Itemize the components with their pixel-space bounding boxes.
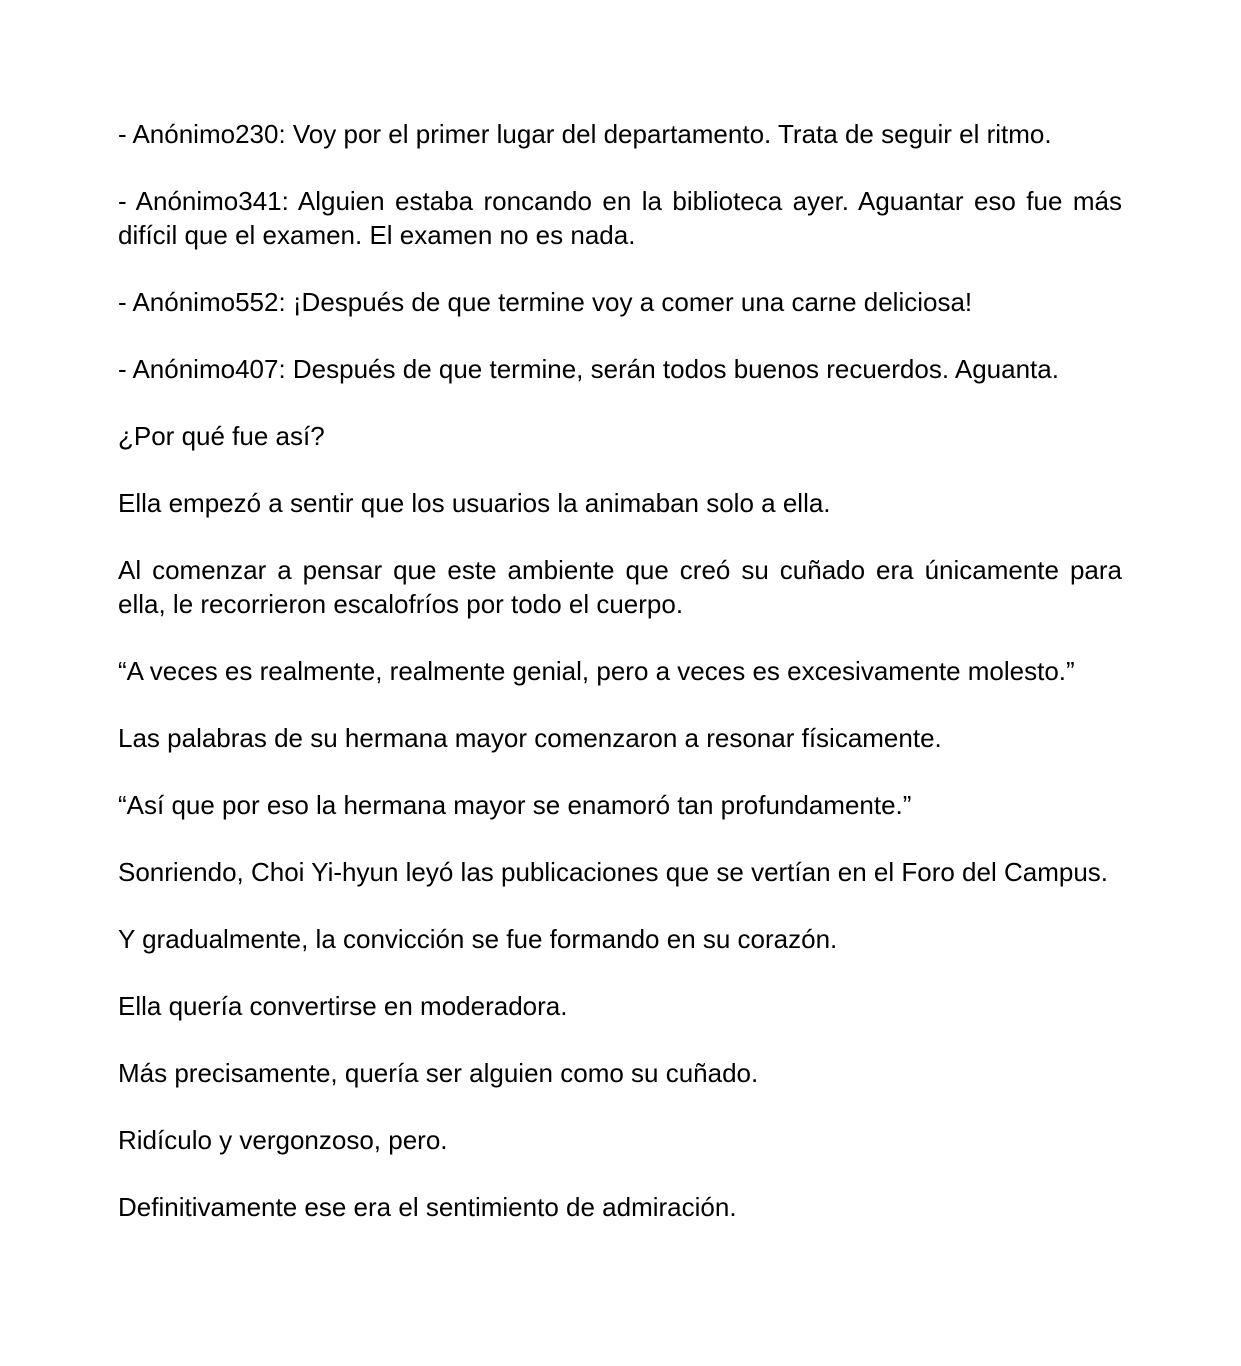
paragraph-narrative: Definitivamente ese era el sentimiento de admiración. bbox=[118, 1192, 737, 1222]
paragraph-narrative: Sonriendo, Choi Yi-hyun leyó las publicaciones que se vertían en el Foro del Campus. bbox=[118, 857, 1109, 887]
paragraph-quote: “Así que por eso la hermana mayor se enamoró tan profundamente.” bbox=[118, 790, 912, 820]
paragraph-comment-anonimo341: - Anónimo341: Alguien estaba roncando en la biblioteca ayer. Aguantar eso fue más difícil que el examen. El examen no es nada. bbox=[118, 186, 1122, 250]
paragraph-narrative: Y gradualmente, la convicción se fue formando en su corazón. bbox=[118, 924, 838, 954]
paragraph-narrative: Ella empezó a sentir que los usuarios la animaban solo a ella. bbox=[118, 488, 831, 518]
paragraph-narrative: Más precisamente, quería ser alguien como su cuñado. bbox=[118, 1058, 759, 1088]
paragraph-comment-anonimo230: - Anónimo230: Voy por el primer lugar del departamento. Trata de seguir el ritmo. bbox=[118, 119, 1052, 149]
paragraph-narrative: Las palabras de su hermana mayor comenzaron a resonar físicamente. bbox=[118, 723, 942, 753]
paragraph-narrative: Al comenzar a pensar que este ambiente que creó su cuñado era únicamente para ella, le recorrieron escalofríos por todo el cuerpo. bbox=[118, 555, 1122, 619]
paragraph-comment-anonimo552: - Anónimo552: ¡Después de que termine voy a comer una carne deliciosa! bbox=[118, 287, 973, 317]
document-page bbox=[118, 117, 1122, 1224]
paragraph-quote: “A veces es realmente, realmente genial, pero a veces es excesivamente molesto.” bbox=[118, 656, 1075, 686]
paragraph-narrative: Ella quería convertirse en moderadora. bbox=[118, 991, 568, 1021]
paragraph-question: ¿Por qué fue así? bbox=[118, 421, 325, 451]
paragraph-narrative: Ridículo y vergonzoso, pero. bbox=[118, 1125, 448, 1155]
paragraph-comment-anonimo407: - Anónimo407: Después de que termine, serán todos buenos recuerdos. Aguanta. bbox=[118, 354, 1059, 384]
